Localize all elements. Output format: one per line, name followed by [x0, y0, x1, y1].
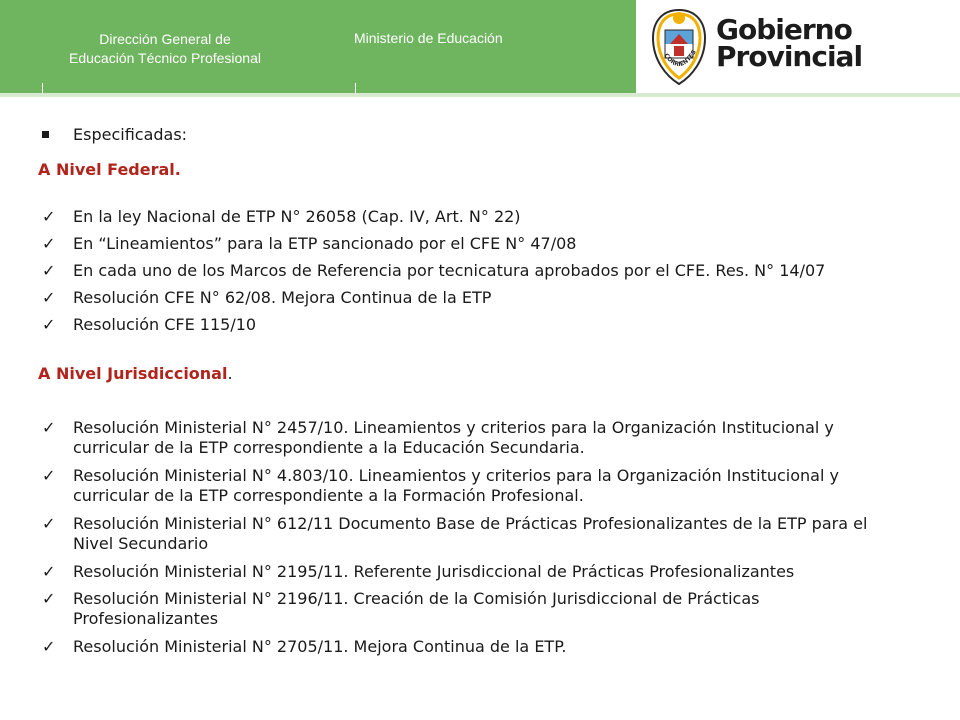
brand-line-gobierno: Gobierno [716, 13, 852, 46]
brand-line-provincial: Provincial [716, 40, 863, 73]
federal-item: Resolución CFE 115/10 [73, 315, 257, 334]
juris-item-line1: Resolución Ministerial N° 612/11 Documento Base de Prácticas Profesionalizantes de la ETP para el [73, 514, 868, 533]
check-icon: ✓ [42, 261, 56, 280]
juris-item-line1: Resolución Ministerial N° 2195/11. Referente Jurisdiccional de Prácticas Profesionalizantes [73, 562, 795, 581]
juris-item-line2: curricular de la ETP correspondiente a la Educación Secundaria. [73, 438, 585, 457]
check-icon: ✓ [42, 637, 56, 656]
juris-item-line1: Resolución Ministerial N° 4.803/10. Lineamientos y criterios para la Organización Institucional y [73, 466, 839, 485]
check-icon: ✓ [42, 234, 56, 253]
check-icon: ✓ [42, 589, 56, 608]
square-bullet-icon [42, 131, 49, 138]
juris-item-line1: Resolución Ministerial N° 2705/11. Mejora Continua de la ETP. [73, 637, 567, 656]
check-icon: ✓ [42, 514, 56, 533]
header-ministry: Ministerio de Educación [354, 30, 503, 46]
federal-item: En “Lineamientos” para la ETP sancionado por el CFE N° 47/08 [73, 234, 577, 253]
check-icon: ✓ [42, 562, 56, 581]
jurisdictional-heading [38, 364, 233, 383]
intro-text: Especificadas: [73, 125, 188, 144]
juris-item-line2: Profesionalizantes [73, 609, 219, 628]
check-icon: ✓ [42, 288, 56, 307]
juris-item-line1: Resolución Ministerial N° 2457/10. Lineamientos y criterios para la Organización Institucional y [73, 418, 834, 437]
seal-text: CORRIENTES [662, 48, 698, 69]
jurisdictional-heading-text: A Nivel Jurisdiccional [38, 364, 228, 383]
federal-item: Resolución CFE N° 62/08. Mejora Continua de la ETP [73, 288, 492, 307]
header-department-line2: Educación Técnico Profesional [69, 50, 261, 66]
check-icon: ✓ [42, 207, 56, 226]
check-icon: ✓ [42, 315, 56, 334]
header-department-line1: Dirección General de [99, 31, 231, 47]
check-icon: ✓ [42, 466, 56, 485]
federal-item: En cada uno de los Marcos de Referencia por tecnicatura aprobados por el CFE. Res. N° 14/07 [73, 261, 826, 280]
jurisdictional-heading-dot: . [227, 364, 233, 383]
check-icon: ✓ [42, 418, 56, 437]
juris-item-line1: Resolución Ministerial N° 2196/11. Creación de la Comisión Jurisdiccional de Prácticas [73, 589, 760, 608]
federal-item: En la ley Nacional de ETP N° 26058 (Cap. IV, Art. N° 22) [73, 207, 521, 226]
juris-item-line2: curricular de la ETP correspondiente a la Formación Profesional. [73, 486, 584, 505]
federal-heading: A Nivel Federal. [38, 160, 181, 179]
juris-item-line2: Nivel Secundario [73, 534, 209, 553]
